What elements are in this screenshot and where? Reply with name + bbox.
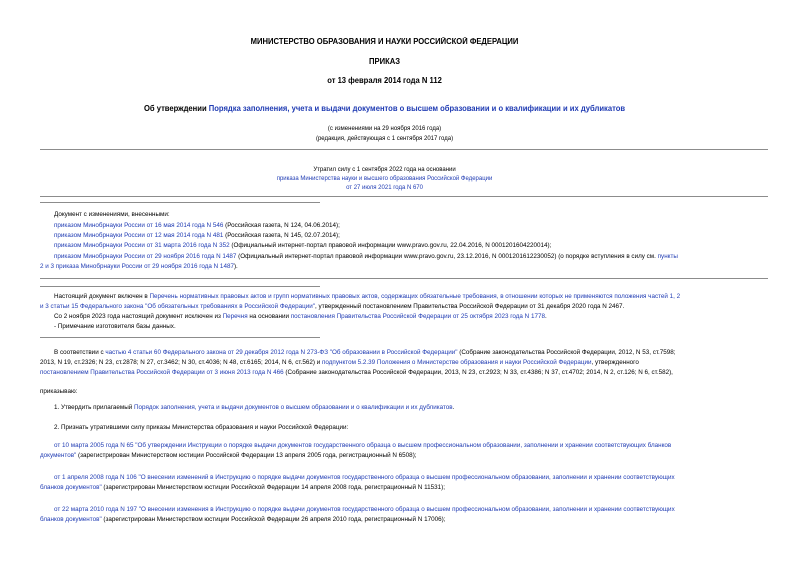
amendment-link[interactable]: приказом Минобрнауки России от 29 ноября 2016 года N 1487 — [54, 253, 237, 260]
revoked-order-reg: (зарегистрирован Министерством юстиции Российской Федерации 13 апреля 2005 года, регистрационный N 6508); — [76, 452, 417, 459]
amendment-item — [54, 231, 340, 240]
edition-note: (редакция, действующая с 1 сентября 2017 года) — [315, 135, 454, 142]
note-text: , утвержденный постановлением Правительства Российской Федерации от 31 декабря 2020 года N 2467. — [315, 303, 625, 310]
ministry-heading: МИНИСТЕРСТВО ОБРАЗОВАНИЯ И НАУКИ РОССИЙСКОЙ ФЕДЕРАЦИИ — [250, 37, 519, 46]
preamble-text: (Собрание законодательства Российской Федерации, 2013, N 23, ст.2923; N 33, ст.4386; N 37, ст.4702; 2014, N 2, ст.126; N 6, ст.582), — [283, 369, 673, 376]
law-273-link[interactable]: частью 4 статьи 60 Федерального закона от 29 декабря 2012 года N 273-ФЗ "Об образовании в Российской Федерации" — [105, 349, 458, 356]
note-text: Со 2 ноября 2023 года настоящий документ исключен из — [54, 313, 223, 320]
preamble-line2 — [40, 358, 639, 367]
revoked-order-3-cont — [40, 515, 445, 524]
revoked-order-reg: (зарегистрирован Министерством юстиции Российской Федерации 14 апреля 2008 года, регистрационный N 11531); — [101, 484, 445, 491]
amendment-source: (Российская газета, N 124, 04.06.2014); — [223, 222, 340, 229]
amendment-item — [54, 252, 678, 261]
amendment-item-cont — [40, 262, 238, 271]
title-link[interactable]: Порядка заполнения, учета и выдачи документов о высшем образовании и о квалификации и их дубликатов — [208, 104, 626, 113]
regulation-link[interactable]: подпунктом 5.2.39 Положения о Министерстве образования и науки Российской Федерации — [321, 359, 592, 366]
item-2: 2. Признать утратившими силу приказы Министерства образования и науки Российской Федерации: — [54, 424, 349, 431]
preamble-text: , утвержденного — [591, 359, 639, 366]
amendment-link-points[interactable]: пункты — [657, 253, 678, 260]
law-link[interactable]: и 3 статьи 15 Федерального закона "Об обязательных требованиях в Российской Федерации" — [40, 303, 316, 310]
note-1 — [54, 292, 680, 301]
resolution-link[interactable]: постановления Правительства Российской Федерации от 25 октября 2023 года N 1778 — [290, 313, 545, 320]
revoked-order-link[interactable]: бланков документов" — [40, 484, 102, 491]
short-divider — [40, 286, 320, 287]
divider — [40, 149, 768, 150]
amendment-end: ). — [233, 263, 238, 270]
preamble-line1 — [54, 348, 676, 357]
item-text: . — [452, 404, 455, 411]
divider — [40, 278, 768, 279]
perechnya-link[interactable]: Перечня — [222, 313, 248, 320]
revoked-order-3 — [54, 505, 675, 514]
amendment-source: (Официальный интернет-портал правовой информации www.pravo.gov.ru, 22.04.2016, N 0001201604220014); — [229, 242, 552, 249]
short-divider — [40, 337, 320, 338]
revoked-order-reg: (зарегистрирован Министерством юстиции Российской Федерации 26 апреля 2010 года, регистрационный N 17006); — [101, 516, 446, 523]
preamble-text: (Собрание законодательства Российской Федерации, 2012, N 53, ст.7598; — [457, 349, 676, 356]
amendment-link-points-cont[interactable]: 2 и 3 приказа Минобрнауки России от 29 ноября 2016 года N 1487 — [40, 263, 234, 270]
note-1-cont — [40, 302, 624, 311]
revoked-order-link[interactable]: от 10 марта 2005 года N 65 "Об утверждении Инструкции о порядке выдачи документов государственного образца о высшем профессиональном образовании, заполнении и хранении соответствующих бланков — [54, 442, 672, 449]
amendment-item — [54, 241, 551, 250]
poryadok-link[interactable]: Порядок заполнения, учета и выдачи документов о высшем образовании и о квалификации и их дубликатов — [134, 404, 453, 411]
note-3: - Примечание изготовителя базы данных. — [54, 323, 176, 330]
revoked-order-1-cont — [40, 451, 417, 460]
status-link-order[interactable]: приказа Министерства науки и высшего образования Российской Федерации — [276, 175, 493, 182]
note-text: Настоящий документ включен в — [54, 293, 150, 300]
perechen-link[interactable]: Перечень нормативных правовых актов и групп нормативных правовых актов, содержащих обязательные требования, в отношении которых не применяются положения частей 1, 2 — [149, 293, 681, 300]
revoked-order-2-cont — [40, 483, 445, 492]
item-1 — [54, 403, 454, 412]
amendment-source: (Официальный интернет-портал правовой информации www.pravo.gov.ru, 23.12.2016, N 0001201612230052) (о порядке вступления в силу см. — [236, 253, 658, 260]
revoked-order-link[interactable]: от 22 марта 2010 года N 197 "О внесении изменения в Инструкцию о порядке выдачи документов государственного образца о высшем профессиональном образовании, заполнении и хранении соответствующих — [54, 506, 675, 513]
note-text: на основании — [247, 313, 291, 320]
doc-date-number: от 13 февраля 2014 года N 112 — [327, 76, 442, 85]
amendment-link[interactable]: приказом Минобрнауки России от 31 марта 2016 года N 352 — [54, 242, 230, 249]
divider — [40, 196, 768, 197]
orders-word: приказываю: — [40, 388, 78, 395]
doc-type: ПРИКАЗ — [369, 57, 401, 66]
revoked-order-link[interactable]: документов" — [40, 452, 77, 459]
preamble-text: 2013, N 19, ст.2326; N 23, ст.2878; N 27, ст.3462; N 30, ст.4036; N 48, ст.6165; 2014, N 6, ст.562) и — [40, 359, 322, 366]
revoked-order-1 — [54, 441, 671, 450]
revoked-order-link[interactable]: от 1 апреля 2008 года N 106 "О внесении изменений в Инструкцию о порядке выдачи документов государственного образца о высшем профессиональном образовании, заполнении и хранении соответствующих — [54, 474, 675, 481]
status-link-date[interactable]: от 27 июля 2021 года N 670 — [346, 184, 423, 191]
doc-title — [0, 104, 769, 114]
preamble-text: В соответствии с — [54, 349, 106, 356]
resolution-466-link[interactable]: постановлением Правительства Российской Федерации от 3 июня 2013 года N 466 — [40, 369, 284, 376]
amendment-item — [54, 221, 340, 230]
revoked-order-2 — [54, 473, 675, 482]
short-divider — [40, 202, 320, 203]
preamble-line3 — [40, 368, 673, 377]
amendment-source: (Российская газета, N 145, 02.07.2014); — [223, 232, 340, 239]
amendments-intro: Документ с изменениями, внесенными: — [54, 211, 170, 218]
changes-note: (с изменениями на 29 ноября 2016 года) — [327, 125, 442, 132]
title-prefix: Об утверждении — [143, 104, 209, 113]
amendment-link[interactable]: приказом Минобрнауки России от 16 мая 2014 года N 546 — [54, 222, 224, 229]
item-text: 1. Утвердить прилагаемый — [54, 404, 135, 411]
amendment-link[interactable]: приказом Минобрнауки России от 12 мая 2014 года N 481 — [54, 232, 224, 239]
note-2 — [54, 312, 547, 321]
status-text: Утратил силу с 1 сентября 2022 года на основании — [313, 166, 456, 173]
revoked-order-link[interactable]: бланков документов" — [40, 516, 102, 523]
note-text: . — [544, 313, 547, 320]
